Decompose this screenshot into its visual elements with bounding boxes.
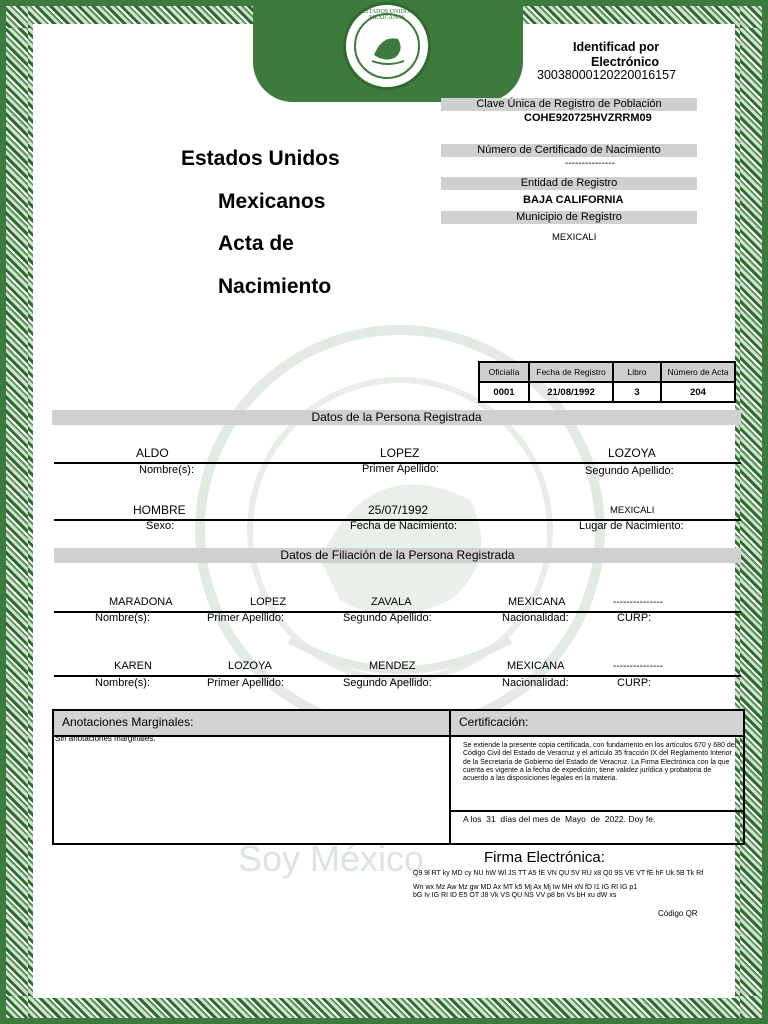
padre-segundo-apellido: ZAVALA [371, 596, 412, 608]
anotaciones-title: Anotaciones Marginales: [54, 711, 449, 735]
madre-segundo-apellido-label: Segundo Apellido: [343, 677, 432, 689]
title-line3: Acta de [218, 232, 294, 255]
persona-lugar-label: Lugar de Nacimiento: [579, 520, 684, 532]
acta-table-value-row [479, 382, 735, 402]
title-line2: Mexicanos [218, 190, 326, 213]
persona-fecha-nacimiento: 25/07/1992 [368, 503, 429, 517]
acta-header-fecha: Fecha de Registro [529, 362, 613, 382]
padre-segundo-apellido-label: Segundo Apellido: [343, 612, 432, 624]
padre-nombre: MARADONA [109, 596, 173, 608]
certificado-value: --------------- [565, 158, 615, 169]
padre-curp-label: CURP: [617, 612, 652, 624]
acta-header-numero: Número de Acta [661, 362, 735, 382]
municipio-value: MEXICALI [552, 232, 597, 243]
persona-fecha-label: Fecha de Nacimiento: [350, 520, 457, 532]
title-line4: Nacimiento [218, 275, 332, 298]
filiacion-section-title: Datos de Filiación de la Persona Registrada [54, 548, 741, 563]
persona-nombre: ALDO [136, 446, 169, 460]
padre-primer-apellido-label: Primer Apellido: [207, 612, 285, 624]
curp-label: Clave Única de Registro de Población [441, 98, 697, 111]
certificacion-fecha: A los 31 días del mes de Mayo de 2022. Doy fe. [463, 814, 656, 824]
entidad-value: BAJA CALIFORNIA [523, 194, 624, 206]
madre-nacionalidad: MEXICANA [507, 660, 565, 672]
acta-value-oficialia: 0001 [479, 382, 529, 402]
persona-nombre-label: Nombre(s): [139, 464, 195, 476]
firma-line1: Q9 9l RT ky MD cy NU hW Wl JS TT A5 fE VN QU 5V RU x8 Q0 9S VE VT fE hF Uk 5B Tk Rf [413, 870, 704, 877]
certificado-label: Número de Certificado de Nacimiento [441, 144, 697, 157]
persona-primer-apellido: LOPEZ [380, 446, 420, 460]
padre-nombre-label: Nombre(s): [95, 612, 151, 624]
certificacion-title: Certificación: [451, 711, 743, 735]
seal-text: ESTADOS UNIDOS MEXICANOS [361, 9, 413, 21]
anotaciones-text: Sin anotaciones marginales. [55, 734, 156, 743]
title-line1: Estados Unidos [181, 147, 340, 170]
qr-label: Código QR [658, 909, 698, 918]
persona-section-title: Datos de la Persona Registrada [52, 410, 741, 425]
identificado-line2: Electrónico [591, 55, 660, 69]
certificacion-text: Se extiende la presente copia certificada, con fundamento en los artículos 670 y 680 del Código Civil del Estado de Veracruz y el artículo 35 fracción IX del Reglamento Interior de la Secretaría de Gobierno del Estado de Veracruz. La Firma Electrónica con la que cuenta es vigente a la fecha de expedición; tiene validez jurídica y probatoria de acuerdo a las disposiciones legales en la materia. [463, 742, 737, 783]
curp-value: COHE920725HVZRRM09 [524, 112, 652, 124]
acta-value-libro: 3 [613, 382, 661, 402]
eagle-icon [368, 27, 408, 67]
persona-segundo-apellido-label: Segundo Apellido: [585, 465, 674, 477]
acta-header-libro: Libro [613, 362, 661, 382]
persona-sexo-label: Sexo: [146, 520, 175, 532]
madre-nacionalidad-label: Nacionalidad: [502, 677, 569, 689]
madre-curp-label: CURP: [617, 677, 652, 689]
soy-mexico-watermark: Soy México [238, 838, 425, 879]
firma-line2: Wn wx Mz Aw Mz gw MD Ax MT k5 Mj Ax Mj Iw MH xN fD I1 IG RI IG p1 [413, 884, 638, 891]
identificador-number: 30038000120220016157 [537, 68, 677, 82]
madre-nombre-label: Nombre(s): [95, 677, 151, 689]
padre-nacionalidad-label: Nacionalidad: [502, 612, 569, 624]
madre-primer-apellido-label: Primer Apellido: [207, 677, 285, 689]
acta-value-numero: 204 [661, 382, 735, 402]
persona-lugar-nacimiento: MEXICALI [610, 505, 655, 516]
certificacion-divider [451, 810, 743, 812]
madre-curp: --------------- [613, 661, 663, 672]
municipio-label: Municipio de Registro [441, 211, 697, 224]
persona-segundo-apellido: LOZOYA [608, 446, 656, 460]
certificacion-header-line [451, 735, 743, 737]
madre-primer-apellido: LOZOYA [228, 660, 272, 672]
firma-title: Firma Electrónica: [484, 849, 605, 866]
madre-nombre: KAREN [114, 660, 152, 672]
padre-primer-apellido: LOPEZ [250, 596, 287, 608]
identificado-line1: Identificad por [573, 40, 660, 54]
entidad-label: Entidad de Registro [441, 177, 697, 190]
acta-header-oficialia: Oficialía [479, 362, 529, 382]
firma-line3: bG Iv IG RI ID E5 OT J8 Vk VS QU NS VV p8 bn Vs bH xu dW xs [413, 892, 617, 899]
acta-table-header-row [479, 362, 735, 382]
madre-segundo-apellido: MENDEZ [369, 660, 416, 672]
acta-table [478, 361, 736, 403]
padre-nacionalidad: MEXICANA [508, 596, 566, 608]
national-seal [343, 2, 431, 90]
acta-value-fecha: 21/08/1992 [529, 382, 613, 402]
persona-sexo: HOMBRE [133, 503, 186, 517]
persona-primer-apellido-label: Primer Apellido: [362, 463, 440, 475]
padre-curp: --------------- [613, 597, 663, 608]
